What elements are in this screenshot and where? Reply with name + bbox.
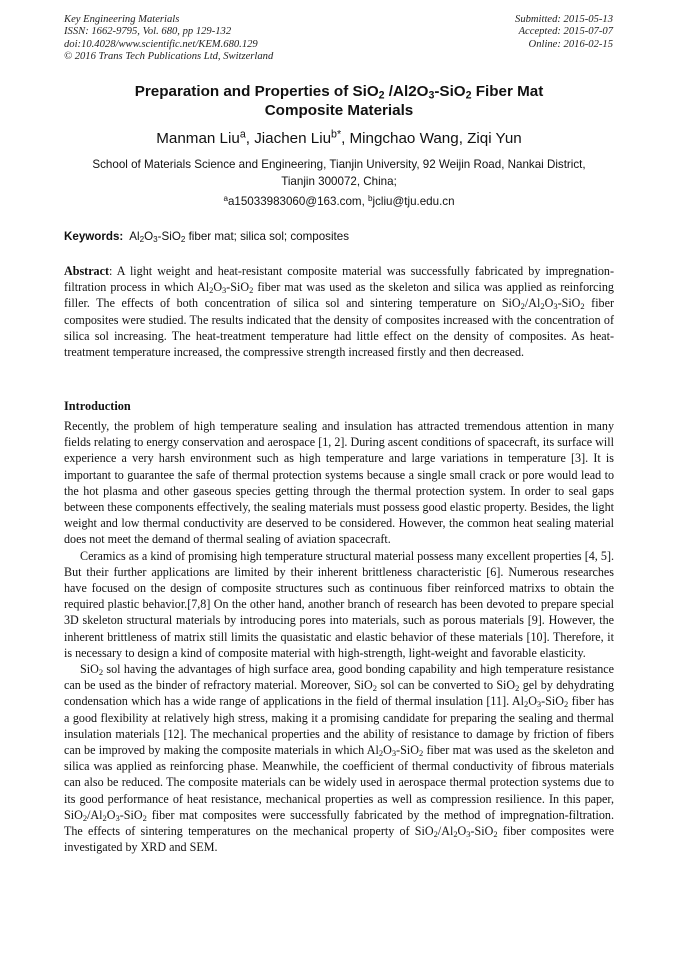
intro-paragraph-1: Recently, the problem of high temperature sealing and insulation has attracted tremendous attention in many fields relating to energy conservation and aerospace [1, 2]. During ascent conditions of spacecraft, its surface will experience a very harsh environment such as high temperature and large variations in temperature [3]. It is important to guarantee the safe of thermal protection systems because a single small crack or pore would lead to the hot plasma and other gaseous species getting through the thermal protection system. In order to seal gaps between these components effectively, the sealing materials must possess good elastic property. Besides, the light weight and low thermal conductivity are deserved to be considered. However, the common heat sealing material does not meet the demand of thermal sealing of aviation spacecraft. <box>64 419 614 547</box>
keywords-label: Keywords: <box>64 230 124 243</box>
title-line-1: Preparation and Properties of SiO$_2$ $/Al2O_3-SiO_2$ Fiber Mat <box>134 83 544 102</box>
affiliation-line-2: Tianjin 300072, China; <box>281 174 397 188</box>
journal-name: Key Engineering Materials <box>64 14 180 25</box>
affiliation-line-1: School of Materials Science and Engineering, Tianjin University, 92 Weijin Road, Nankai District, <box>92 158 586 171</box>
dates-header <box>515 14 613 51</box>
paper-title <box>64 82 614 120</box>
keywords-text: $Al_2O_3-SiO_2$ fiber mat; silica sol; composites <box>129 230 350 245</box>
journal-header <box>64 14 273 64</box>
abstract <box>64 263 614 360</box>
keywords <box>64 229 614 245</box>
intro-paragraph-2: Ceramics as a kind of promising high temperature structural material possess many excellent properties [4, 5]. But their further applications are limited by their inherent brittleness characteristic [6]. Numerous researches have focused on the design of composite structures such as continuous fiber reinforced matrixs to obtain the required plastic behavior.[7,8] On the other hand, another branch of research has been devoted to prepare special 3D skeleton structural materials by introducing pores into materials, such as porous materials [9]. However, the inherent brittleness of matrix still limits the quasistatic and elastic behavior of these materials [10]. Therefore, it is necessary to design a kind of composite material with high-strength, light-weight and favorable elasticity. <box>64 548 614 660</box>
submitted-date: Submitted: 2015-05-13 <box>515 14 613 25</box>
introduction-body <box>64 418 614 855</box>
author-emails[interactable]: $^a$a15033983060@163.com, $^b$jcliu@tju.edu.cn <box>223 193 455 208</box>
title-line-2: Composite Materials <box>264 102 414 119</box>
accepted-date: Accepted: 2015-07-07 <box>518 26 613 38</box>
affiliation <box>64 157 614 190</box>
doi-line[interactable]: doi:10.4028/www.scientific.net/KEM.680.129 <box>64 38 258 50</box>
online-date: Online: 2016-02-15 <box>528 38 613 50</box>
abstract-text: : A light weight and heat-resistant composite material was successfully fabricated by impregnation-filtration process in which $Al_2O_3-SiO_2$ fiber mat was used as the skeleton and silica was applied as reinforcing filler. The effects of both concentration of silica sol and sintering temperature on $SiO_2/Al_2O_3-SiO_2$ fiber composites were studied. The results indicated that the density of composites increased with the concentration of silica sol increasing. The heat-treatment temperature had little effect on the density of composites. As heat-treatment temperature increased, the compressive strength increased firstly and then decreased. <box>64 264 614 360</box>
copyright-line: © 2016 Trans Tech Publications Ltd, Switzerland <box>64 51 274 63</box>
abstract-label: Abstract <box>64 264 110 278</box>
author-list: Manman Liu$^a$, Jiachen Liu$^{b*}$, Mingchao Wang, Ziqi Yun <box>156 128 522 147</box>
section-heading-introduction: Introduction <box>64 399 131 413</box>
issn-line: ISSN: 1662-9795, Vol. 680, pp 129-132 <box>64 26 232 38</box>
intro-paragraph-3: SiO$_2$ sol having the advantages of high surface area, good bonding capability and high temperature resistance can be used as the binder of refractory material. Moreover, SiO$_2$ sol can be converted to SiO$_2$ gel by dehydrating condensation which has a wide range of applications in the field of thermal insulation [11]. $Al_2O_3-SiO_2$ fiber has a good flexibility at relatively high stress, making it a promising candidate for preparing the sealing and thermal insulation materials [12]. The mechanical properties and the ability of resistance to damage by friction of fibers can be improved by making the composite materials in which $Al_2O_3-SiO_2$ fiber mat was used as the skeleton and silica was applied as reinforcing phase. Meanwhile, the coefficient of thermal conductivity of fibrous materials can also be reduced. The composite materials can be widely used in aerospace thermal protection systems due to its good performance of heat resistance, mechanical properties as well as compression resilience. In this paper, $SiO_2/Al_2O_3-SiO_2$ fiber mat composites were successfully fabricated by the method of impregnation-filtration. The effects of sintering temperatures on the mechanical property of $SiO_2/Al_2O_3-SiO_2$ fiber composites were investigated by XRD and SEM. <box>64 662 615 855</box>
